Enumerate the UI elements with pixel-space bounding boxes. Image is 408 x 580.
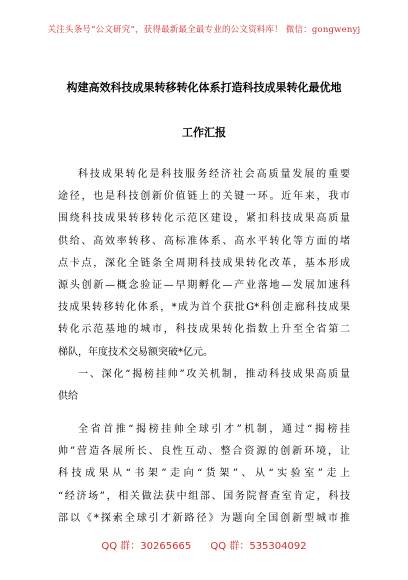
text-line: 供给、高效率转移、高标准体系、高水平转化等方面的堵 xyxy=(58,235,350,247)
text-line: 科技成果转化是科技服务经济社会高质量发展的重要 xyxy=(78,169,350,180)
text-line: 围绕科技成果转移转化示范区建设，紧扣科技成果高质量 xyxy=(58,213,350,225)
text-line: 梯队，年度技术交易额突破*亿元。 xyxy=(58,346,213,358)
qq-group-1: QQ 群：30265665 xyxy=(101,541,192,552)
footer-contact xyxy=(0,537,408,552)
text-line: 科技成果从“书架”走向“货架”、从“实验室”走上 xyxy=(58,468,350,480)
text-line: 帅”营造各展所长、良性互动、整合资源的创新环境，让 xyxy=(58,446,350,458)
section-heading-1 xyxy=(58,364,350,408)
document-title: 构建高效科技成果转移转化体系打造科技成果转化最优地 xyxy=(66,81,342,94)
text-line: 点卡点，深化全链条全周期科技成果转化改革，基本形成 xyxy=(58,257,350,269)
text-line: 全省首推“揭榜挂帅全球引才”机制，通过“揭榜挂 xyxy=(78,424,350,436)
text-line: “经济场”，相关做法获中组部、国务院督查室肯定，科技 xyxy=(58,490,350,502)
document-subtitle: 工作汇报 xyxy=(182,126,226,139)
text-line: 部以《*探索全球引才新路径》为题向全国创新型城市推 xyxy=(58,512,350,524)
text-line: 转化示范基地的城市，科技成果转化指数上升至全省第二 xyxy=(58,324,350,336)
header-promo-note: 关注头条号“公文研究”，获得最新最全最专业的公文资料库！ 微信：gongwenyj xyxy=(47,25,361,35)
qq-group-2: QQ 群：535304092 xyxy=(210,541,307,552)
text-line: 一、深化“揭榜挂帅”攻关机制，推动科技成果高质量 xyxy=(78,368,350,380)
text-line: 供给 xyxy=(58,390,78,402)
text-line: 源头创新—概念验证—早期孵化—产业落地—发展加速科 xyxy=(58,279,350,291)
paragraph-intro xyxy=(58,164,350,364)
document-body xyxy=(58,164,350,530)
text-line: 途径，也是科技创新价值链上的关键一环。近年来，我市 xyxy=(58,191,350,203)
text-line: 技成果转移转化体系，*成为首个获批G*科创走廊科技成果 xyxy=(58,302,350,314)
paragraph-section-1 xyxy=(58,419,350,530)
